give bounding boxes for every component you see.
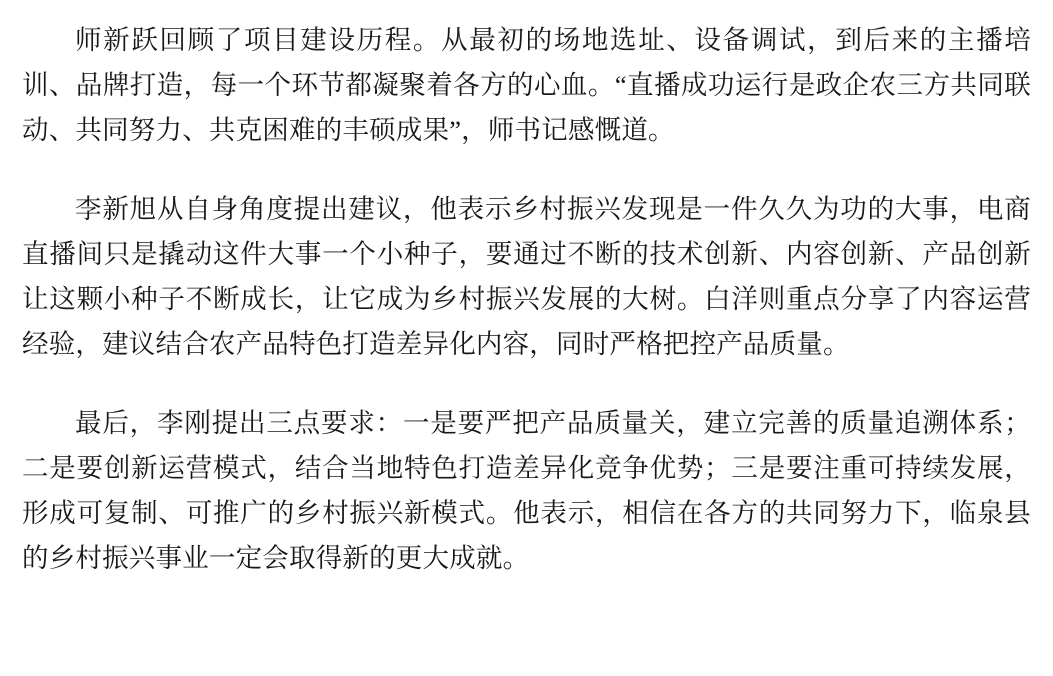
paragraph-2: 李新旭从自身角度提出建议，他表示乡村振兴发现是一件久久为功的大事，电商直播间只是撬动这件大事一个小种子，要通过不断的技术创新、内容创新、产品创新让这颗小种子不断成长，让它成为乡村振兴发展的大树。白洋则重点分享了内容运营经验，建议结合农产品特色打造差异化内容，同时严格把控产品质量。 [22,194,1031,359]
document-body [22,18,1031,581]
paragraph-1: 师新跃回顾了项目建设历程。从最初的场地选址、设备调试，到后来的主播培训、品牌打造，每一个环节都凝聚着各方的心血。“直播成功运行是政企农三方共同联动、共同努力、共克困难的丰硕成果”，师书记感慨道。 [22,25,1031,145]
paragraph-3: 最后，李刚提出三点要求：一是要严把产品质量关，建立完善的质量追溯体系；二是要创新运营模式，结合当地特色打造差异化竞争优势；三是要注重可持续发展，形成可复制、可推广的乡村振兴新模式。他表示，相信在各方的共同努力下，临泉县的乡村振兴事业一定会取得新的更大成就。 [22,408,1031,573]
